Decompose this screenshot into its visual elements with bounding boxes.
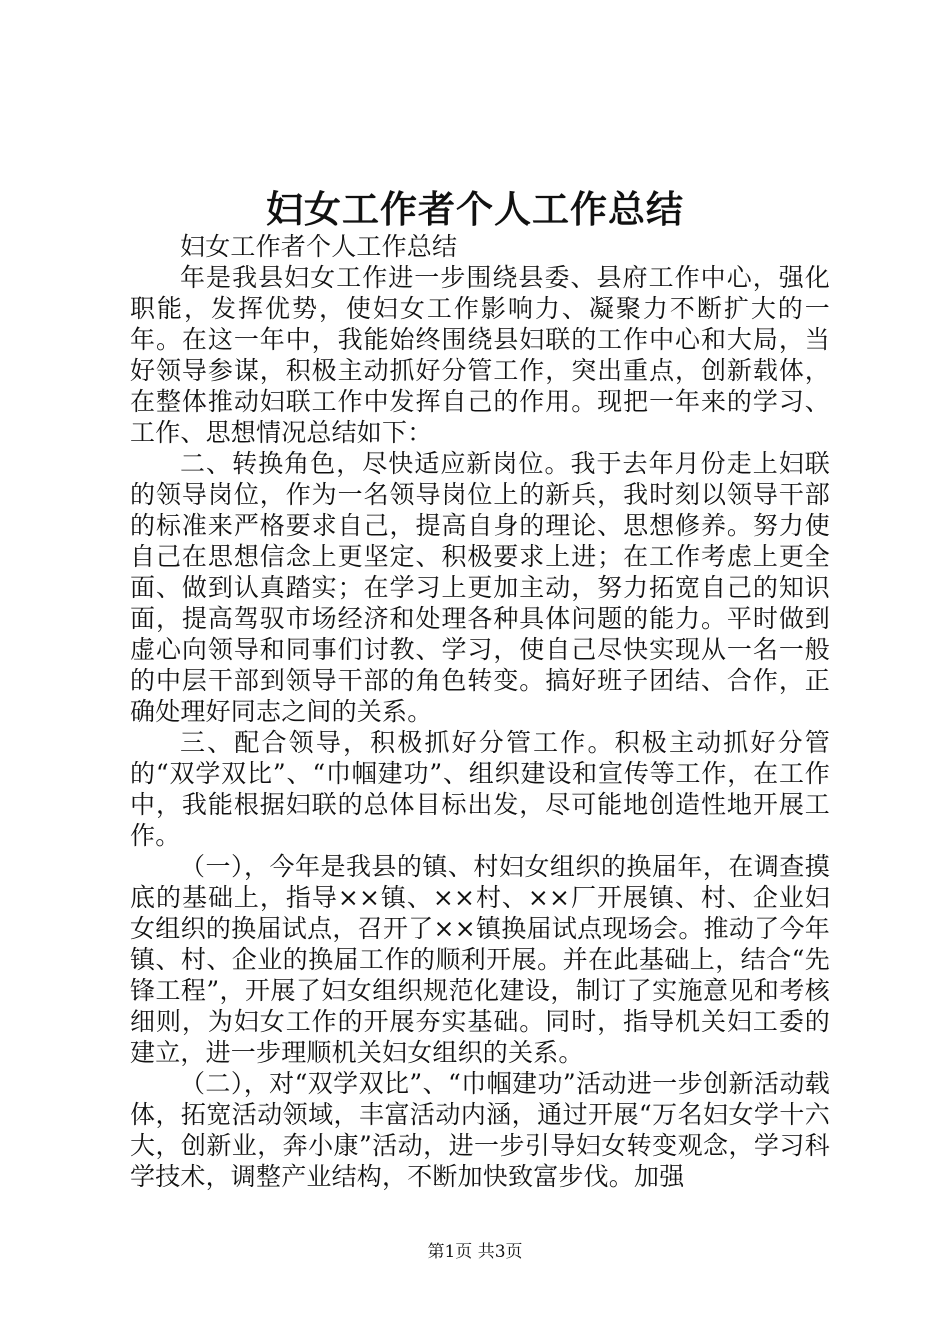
- paragraph-section-three: 三、配合领导，积极抓好分管工作。积极主动抓好分管的“双学双比”、“巾帼建功”、组织建设和宣传等工作，在工作中，我能根据妇联的总体目标出发，尽可能地创造性地开展工作。: [130, 728, 830, 850]
- page-footer: [0, 1240, 950, 1264]
- paragraph-subtitle: 妇女工作者个人工作总结: [180, 232, 458, 261]
- document-body: [130, 231, 830, 1192]
- page-indicator: 第1页 共3页: [427, 1242, 523, 1262]
- paragraph-intro: 年是我县妇女工作进一步围绕县委、县府工作中心，强化职能，发挥优势，使妇女工作影响力、凝聚力不断扩大的一年。在这一年中，我能始终围绕县妇联的工作中心和大局，当好领导参谋，积极主动抓好分管工作，突出重点，创新载体，在整体推动妇联工作中发挥自己的作用。现把一年来的学习、工作、思想情况总结如下：: [130, 263, 830, 447]
- document-title: 妇女工作者个人工作总结: [266, 187, 684, 231]
- paragraph-item-one: （一），今年是我县的镇、村妇女组织的换届年，在调查摸底的基础上，指导××镇、××村、××厂开展镇、村、企业妇女组织的换届试点，召开了××镇换届试点现场会。推动了今年镇、村、企业的换届工作的顺利开展。并在此基础上，结合“先锋工程”，开展了妇女组织规范化建设，制订了实施意见和考核细则，为妇女工作的开展夯实基础。同时，指导机关妇工委的建立，进一步理顺机关妇女组织的关系。: [130, 852, 830, 1067]
- paragraph-item-two: （二），对“双学双比”、“巾帼建功”活动进一步创新活动载体，拓宽活动领域，丰富活动内涵，通过开展“万名妇女学十六大，创新业，奔小康”活动，进一步引导妇女转变观念，学习科学技术，调整产业结构，不断加快致富步伐。加强: [130, 1069, 830, 1191]
- paragraph-section-two: 二、转换角色，尽快适应新岗位。我于去年月份走上妇联的领导岗位，作为一名领导岗位上的新兵，我时刻以领导干部的标准来严格要求自己，提高自身的理论、思想修养。努力使自己在思想信念上更坚定、积极要求上进；在工作考虑上更全面、做到认真踏实；在学习上更加主动，努力拓宽自己的知识面，提高驾驭市场经济和处理各种具体问题的能力。平时做到虚心向领导和同事们讨教、学习，使自己尽快实现从一名一般的中层干部到领导干部的角色转变。搞好班子团结、合作，正确处理好同志之间的关系。: [130, 449, 830, 726]
